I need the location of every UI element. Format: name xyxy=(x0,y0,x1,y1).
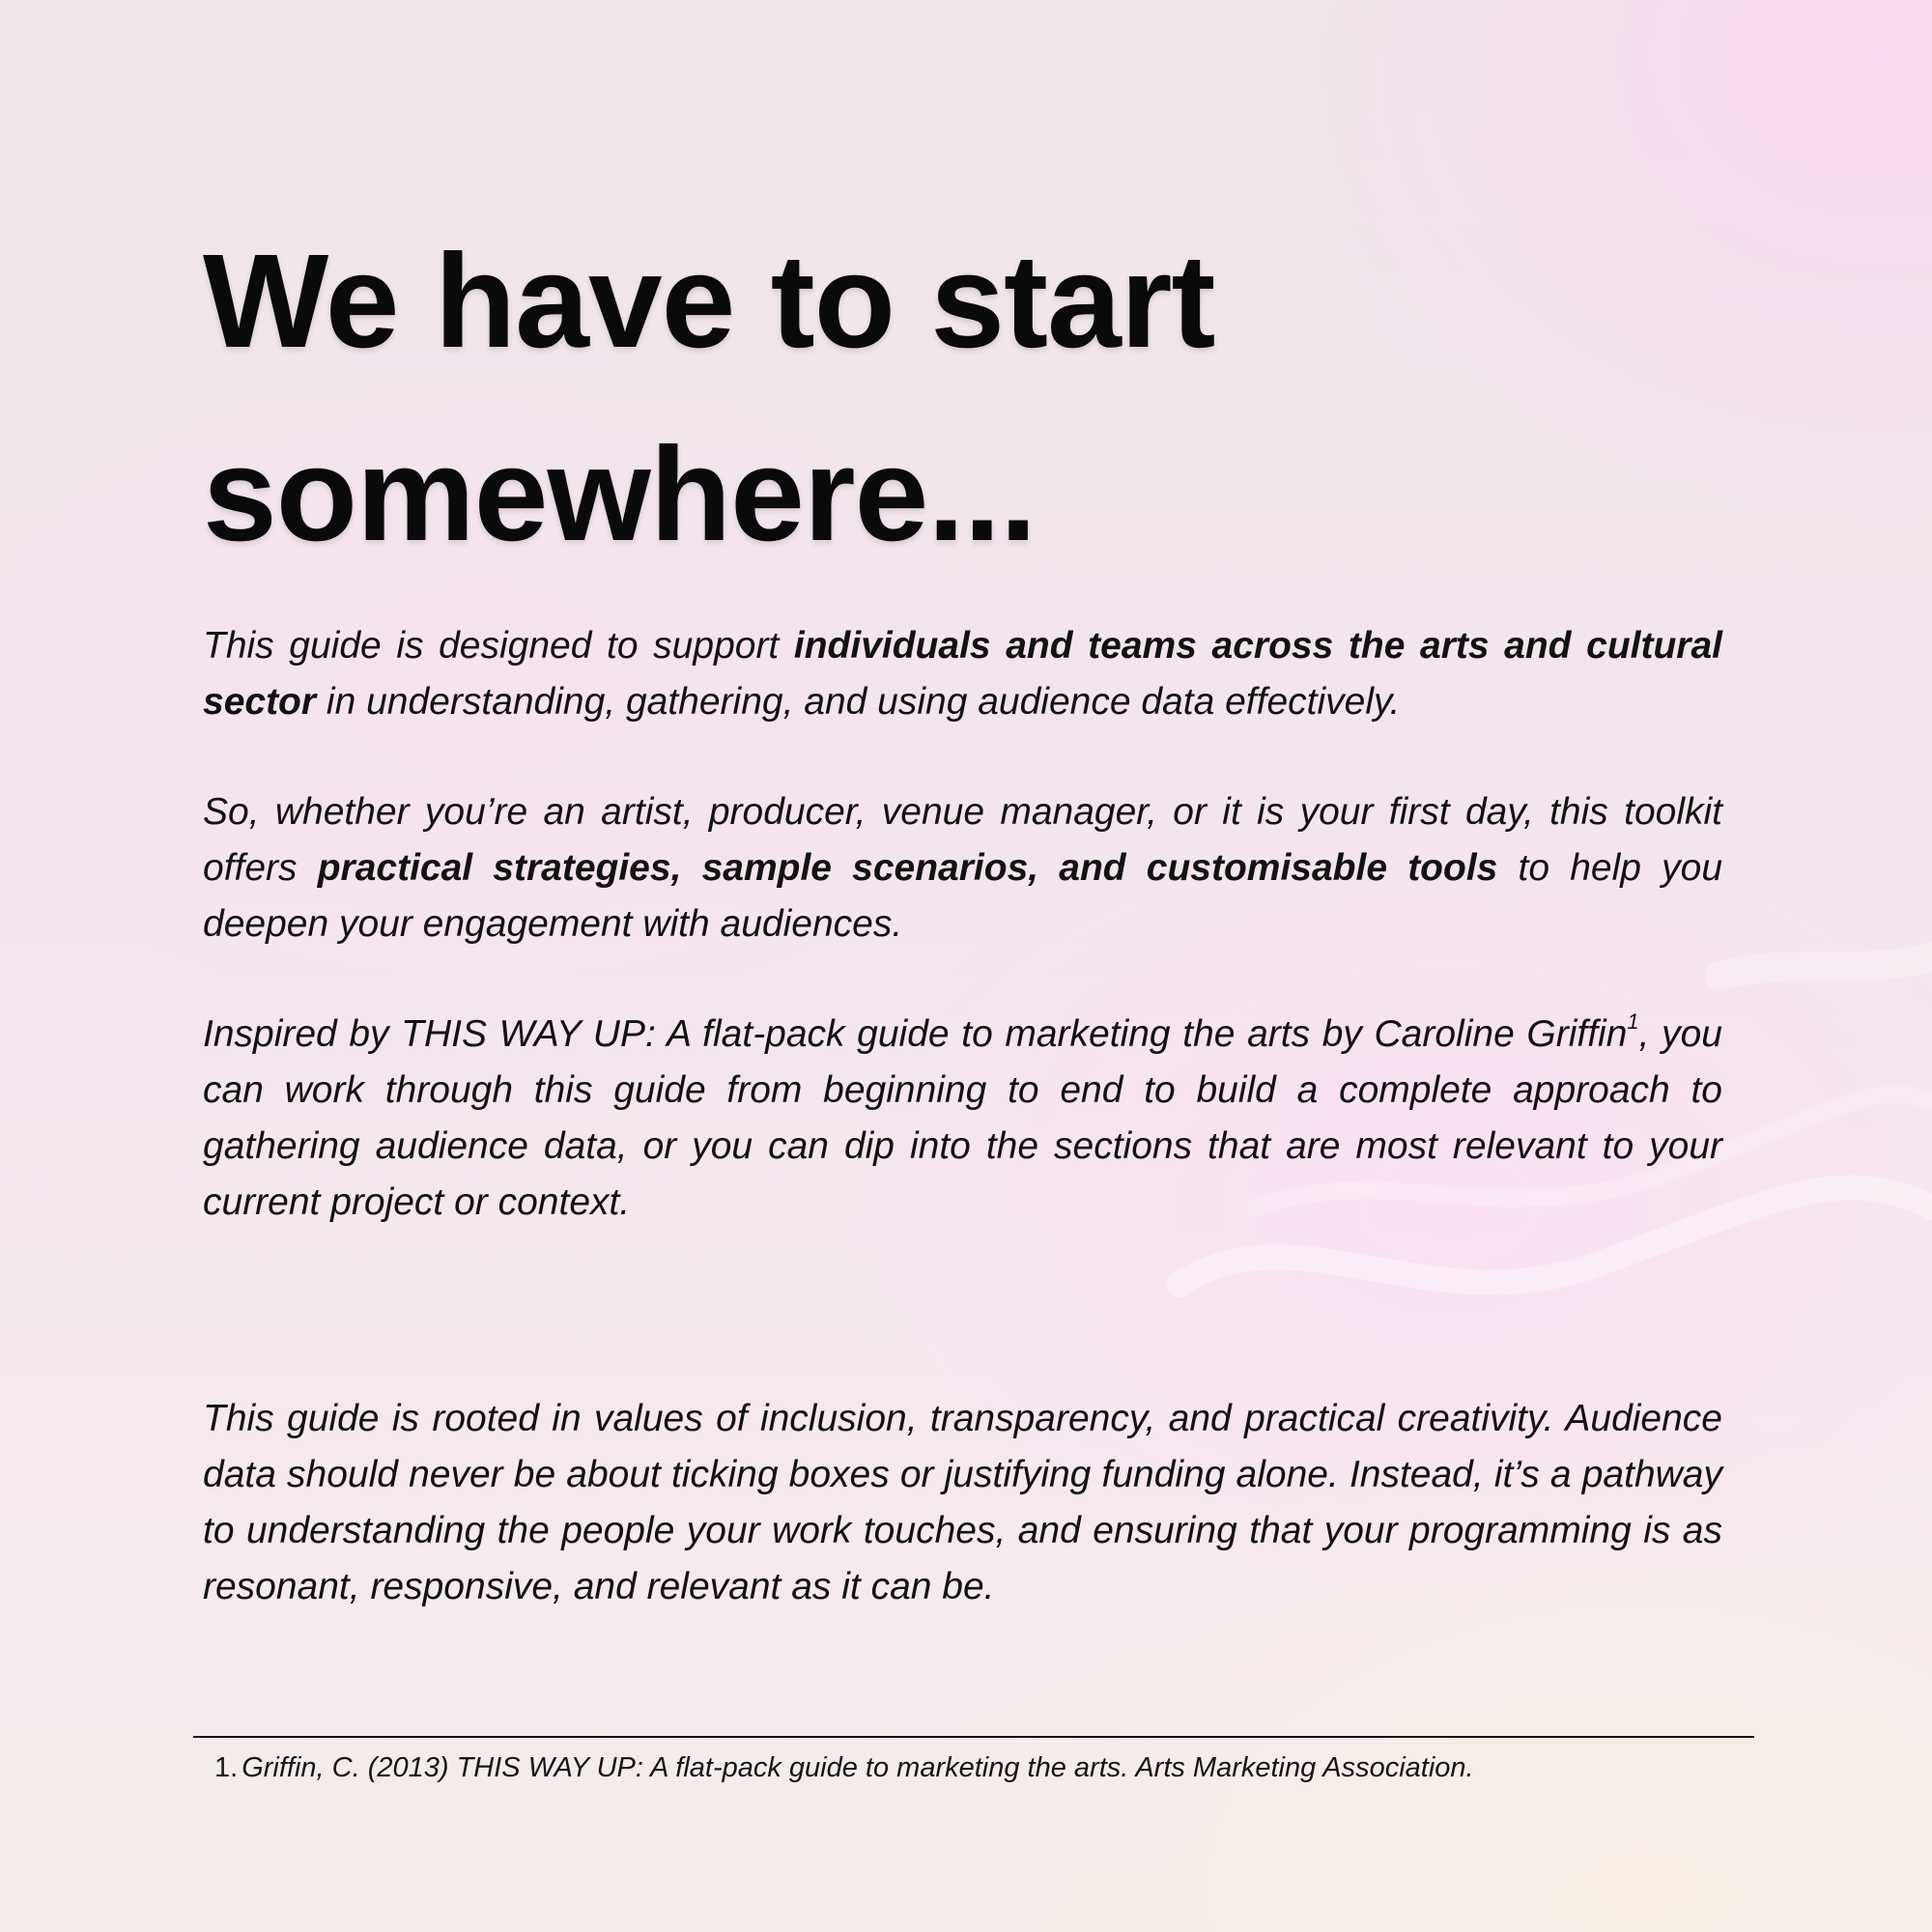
values-paragraph: This guide is rooted in values of inclusion, transparency, and practical creativity. Audience data should never be about ticking boxes or justifying funding alone. Instead, it’s a pathway to understanding the people your work touches, and ensuring that your programming is as resonant, responsive, and relevant as it can be. xyxy=(203,1398,1722,1607)
inspiration-paragraph-tail: , you can work through this guide from beginning to end to build a complete approach to gathering audience data, or you can dip into the sections that are most relevant to your current project or context. xyxy=(203,1013,1722,1223)
footnote-number: 1. xyxy=(214,1752,239,1783)
inspiration-paragraph xyxy=(203,1007,1722,1231)
inspiration-paragraph-lead: Inspired by THIS WAY UP: A flat-pack guide to marketing the arts by Caroline Griffin xyxy=(203,1013,1628,1055)
footnote-divider xyxy=(193,1736,1754,1738)
audience-paragraph xyxy=(203,784,1722,952)
audience-paragraph-emphasis: practical strategies, sample scenarios, and customisable tools xyxy=(317,847,1498,889)
intro-paragraph-lead: This guide is designed to support xyxy=(203,625,794,667)
audience-paragraph-lead: So, whether you’re an artist, producer, venue manager, or it is your first day, this toolkit offers xyxy=(203,791,1722,889)
intro-paragraph xyxy=(203,618,1722,730)
footnote-reference[interactable]: 1 xyxy=(1627,1009,1639,1034)
page-title-line-2: somewhere... xyxy=(203,420,1037,569)
intro-paragraph-tail: in understanding, gathering, and using audience data effectively. xyxy=(316,681,1401,723)
footnote xyxy=(214,1748,1750,1787)
audience-paragraph-tail: to help you deepen your engagement with audiences. xyxy=(203,847,1723,945)
intro-paragraph-emphasis: individuals and teams across the arts and cultural sector xyxy=(203,625,1722,723)
page-title xyxy=(203,205,1748,591)
footnote-citation: Griffin, C. (2013) THIS WAY UP: A flat-pack guide to marketing the arts. Arts Marketing Association. xyxy=(242,1752,1474,1783)
page-title-line-1: We have to start xyxy=(203,227,1215,376)
